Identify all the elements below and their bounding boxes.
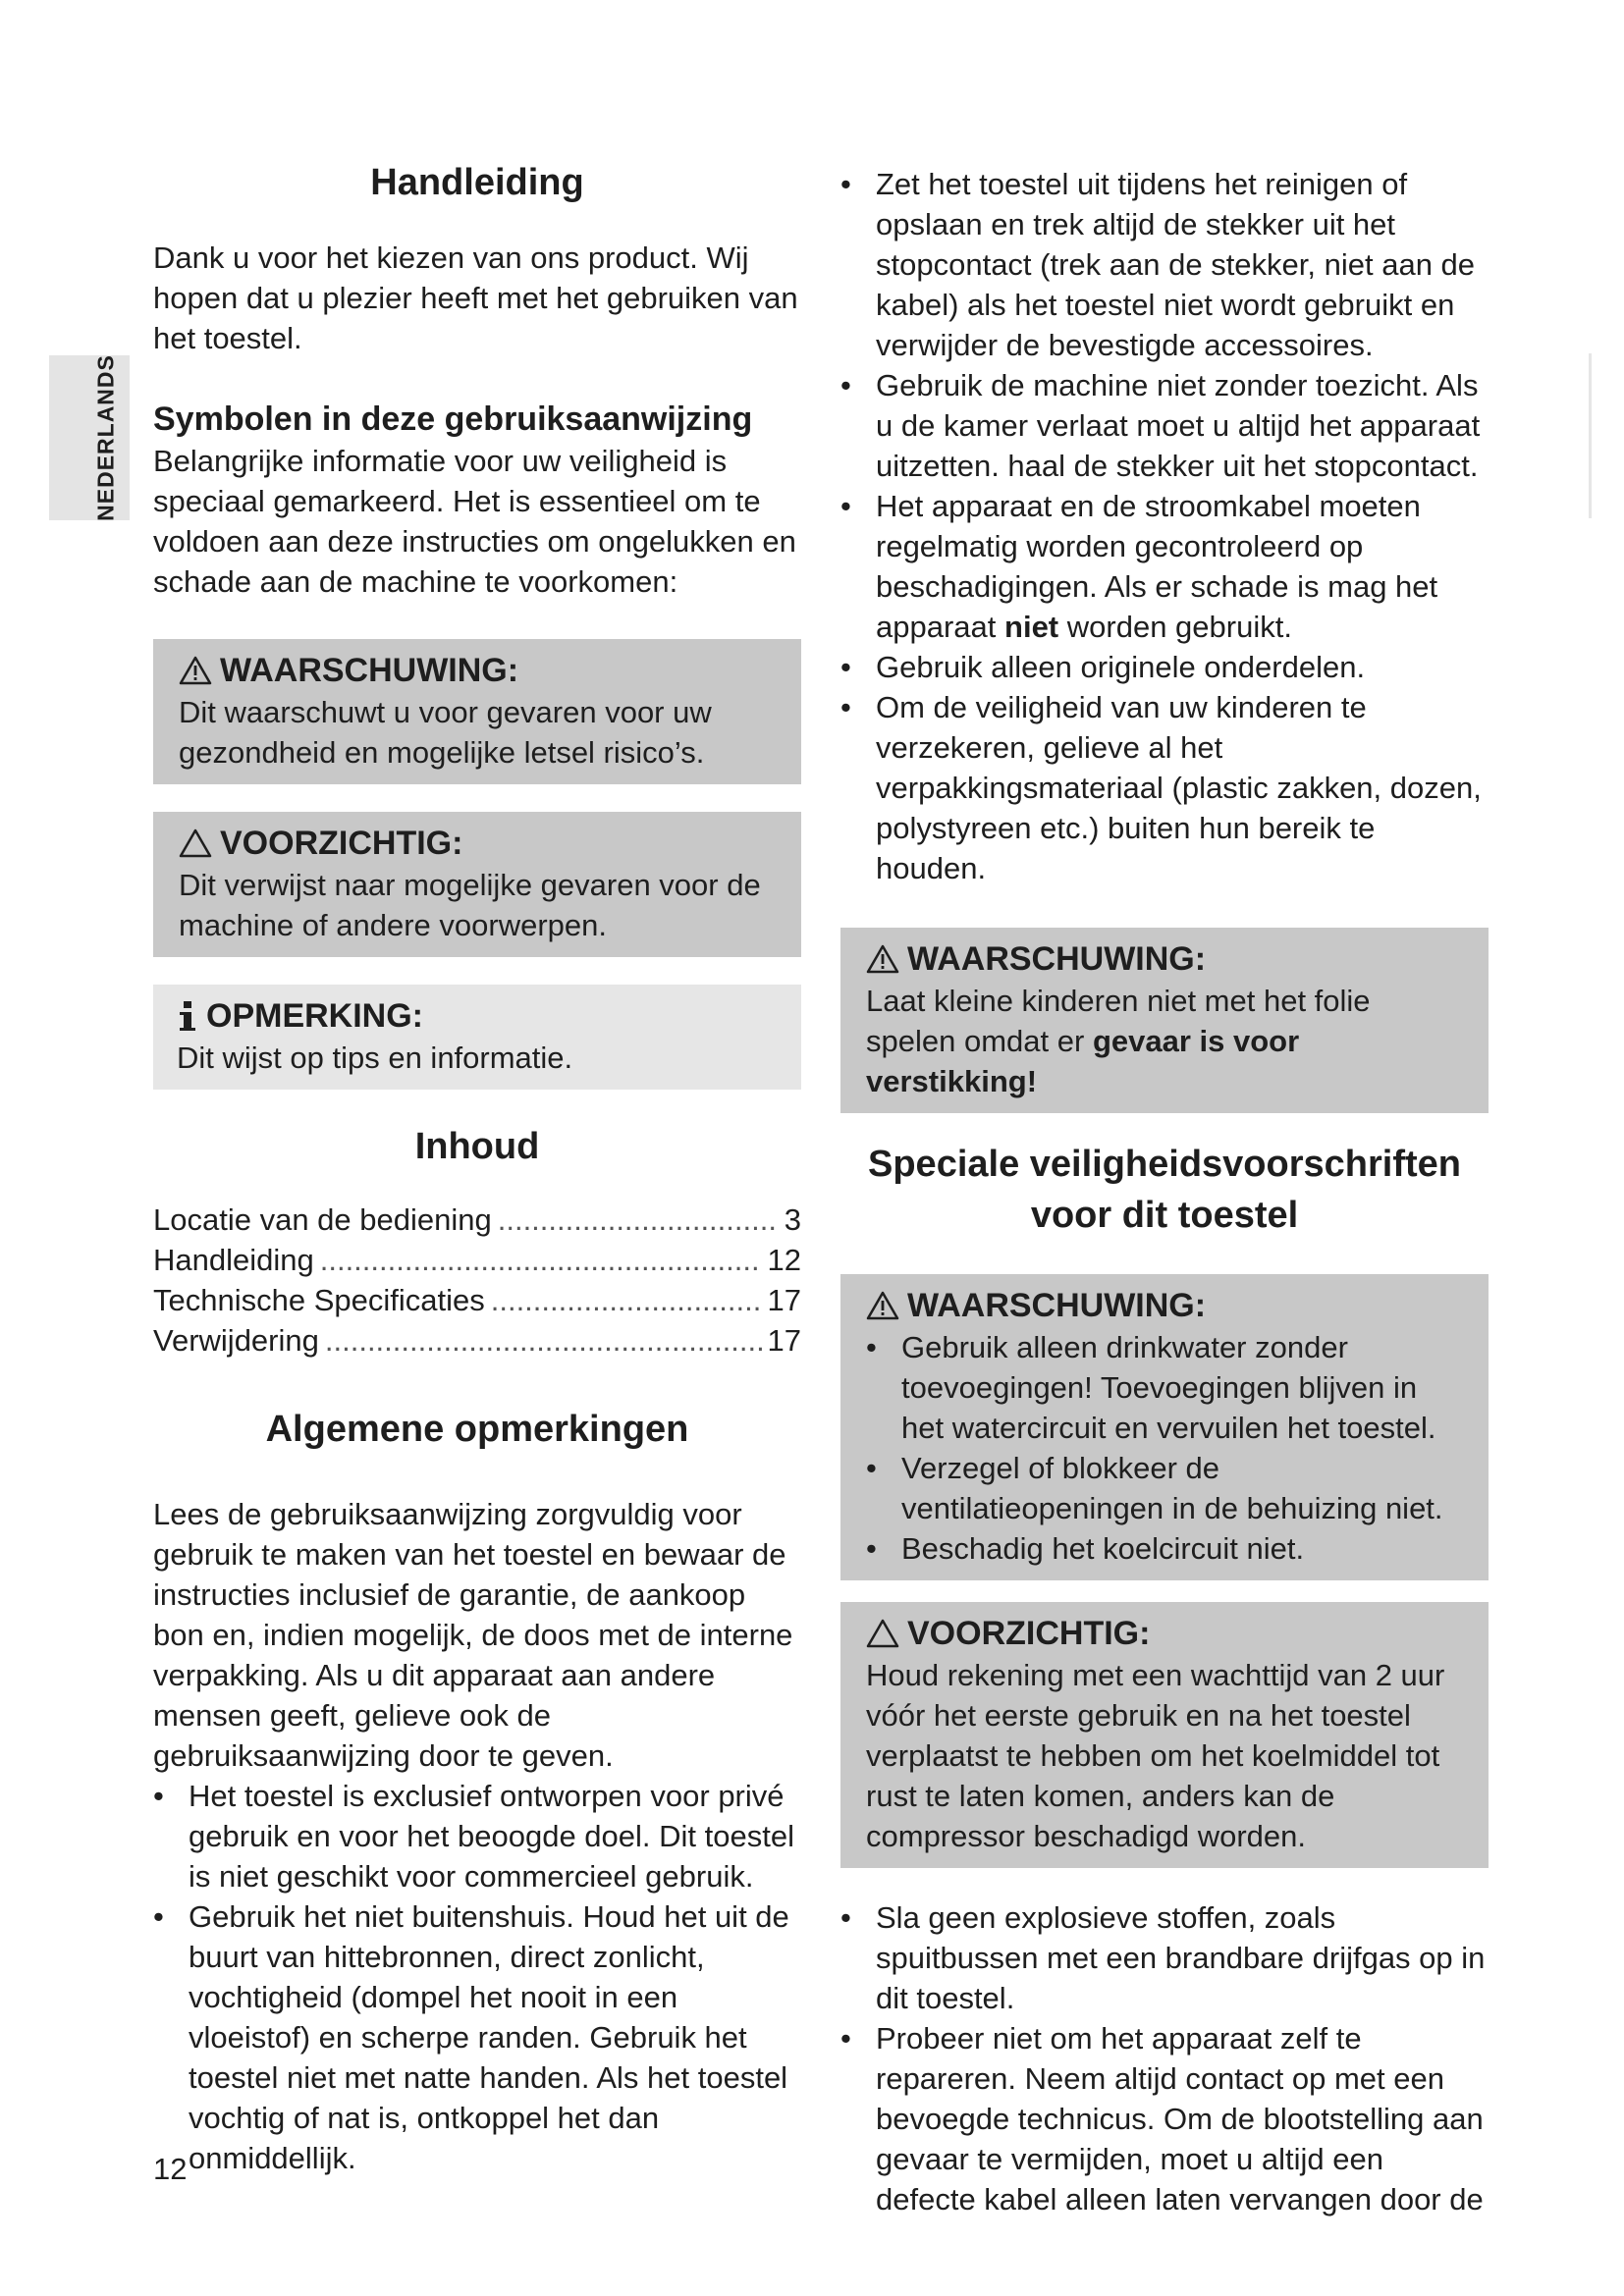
bullet-text: Het apparaat en de stroomkabel moeten regelmatig worden gecontroleerd op beschadigingen. Als er schade is mag het apparaat: [876, 489, 1438, 644]
warning-water-title: WAARSCHUWING:: [907, 1287, 1207, 1324]
caution-wait-heading: [866, 1612, 1465, 1655]
warning-icon: [866, 1291, 899, 1320]
list-item: [840, 486, 1489, 647]
page-number: 12: [153, 2152, 188, 2186]
inhoud-title: Inhoud: [414, 1126, 540, 1167]
symbolen-text: Belangrijke informatie voor uw veiligheid is speciaal gemarkeerd. Het is essentieel om te voldoen aan deze instructies om ongelukken en schade aan de machine te voorkomen:: [153, 444, 796, 599]
bullet-bold-text: niet: [1004, 610, 1059, 644]
right-edge-rule: [1589, 353, 1592, 518]
safety-bullet-list: [840, 164, 1489, 888]
list-item: • Gebruik de machine niet zonder toezicht. Als u de kamer verlaat moet u altijd het apparaat uitzetten. haal de stekker uit het stopcontact.: [840, 365, 1489, 486]
legend-caution-text: Dit verwijst naar mogelijke gevaren voor de machine of andere voorwerpen.: [179, 868, 761, 942]
list-item: • Sla geen explosieve stoffen, zoals spuitbussen met een brandbare drijfgas op in dit toestel.: [840, 1897, 1489, 2018]
toc-label: Handleiding: [153, 1243, 314, 1277]
legend-caution-title: VOORZICHTIG:: [220, 825, 463, 862]
info-icon: [177, 1000, 198, 1032]
warning-water-heading: [866, 1284, 1465, 1327]
list-item: • Om de veiligheid van uw kinderen te verzekeren, gelieve al het verpakkingsmateriaal (plastic zakken, dozen, polystyreen etc.) buiten hun bereik te houden.: [840, 687, 1489, 888]
left-column: [153, 157, 801, 2178]
warning-children-text-part: Laat kleine kinderen niet met het folie spelen omdat er: [866, 984, 1371, 1058]
toc-page: 12: [767, 1243, 801, 1277]
caution-wait-text: Houd rekening met een wachttijd van 2 uur vóór het eerste gebruik en na het toestel verplaatst te hebben om het koelmiddel tot rust te laten komen, anders kan de compressor beschadigd worden.: [866, 1658, 1445, 1853]
legend-warning-heading: [179, 649, 778, 692]
language-side-tab: [49, 355, 130, 520]
toc-page: 17: [767, 1283, 801, 1317]
caution-icon: [179, 828, 212, 858]
algemene-bullet-list: [153, 1776, 801, 2178]
list-item: • Verzegel of blokkeer de ventilatieopeningen in de behuizing niet.: [866, 1448, 1465, 1528]
warning-children-bold: gevaar is voor verstikking!: [866, 1024, 1300, 1098]
toc-label: Verwijdering: [153, 1323, 319, 1358]
warning-water-list: [866, 1327, 1465, 1569]
symbolen-title: Symbolen in deze gebruiksaanwijzing: [153, 400, 753, 438]
warning-children-title: WAARSCHUWING:: [907, 940, 1207, 978]
toc-label: Technische Specificaties: [153, 1283, 485, 1317]
list-item: • Het toestel is exclusief ontworpen voor privé gebruik en voor het beoogde doel. Dit toestel is niet geschikt voor commercieel gebruik.: [153, 1776, 801, 1896]
toc-row: [153, 1280, 801, 1320]
list-item: • Gebruik het niet buitenshuis. Houd het uit de buurt van hittebronnen, direct zonlicht, vochtigheid (dompel het nooit in een vloeistof) en scherpe randen. Gebruik het toestel niet met natte handen. Als het toestel vochtig of nat is, ontkoppel het dan onmiddellijk.: [153, 1896, 801, 2178]
legend-warning-text: Dit waarschuwt u voor gevaren voor uw gezondheid en mogelijke letsel risico’s.: [179, 695, 712, 770]
toc-row: [153, 1200, 801, 1240]
warning-children-text: [866, 981, 1465, 1101]
list-item: • Probeer niet om het apparaat zelf te repareren. Neem altijd contact op met een bevoegde technicus. Om de blootstelling aan gevaar te vermijden, moet u altijd een defecte kabel alleen laten vervangen door de: [840, 2018, 1489, 2219]
speciale-title-line2: voor dit toestel: [1030, 1195, 1299, 1236]
bullet-text: worden gebruikt.: [1066, 610, 1292, 644]
algemene-title: Algemene opmerkingen: [265, 1409, 689, 1450]
speciale-title: [840, 1139, 1489, 1241]
legend-note-box: [153, 985, 801, 1090]
legend-note-title: OPMERKING:: [206, 997, 423, 1035]
language-label: NEDERLANDS: [92, 354, 119, 521]
caution-wait-box: [840, 1602, 1489, 1868]
warning-water-box: [840, 1274, 1489, 1580]
handleiding-title: Handleiding: [370, 162, 584, 203]
legend-warning-title: WAARSCHUWING:: [220, 652, 519, 689]
legend-warning-box: [153, 639, 801, 784]
legend-caution-box: [153, 812, 801, 957]
toc-label: Locatie van de bediening: [153, 1202, 492, 1237]
caution-wait-title: VOORZICHTIG:: [907, 1615, 1151, 1652]
toc-page: 17: [767, 1323, 801, 1358]
warning-icon: [866, 944, 899, 974]
toc-page: 3: [784, 1202, 801, 1237]
handleiding-intro: Dank u voor het kiezen van ons product. Wij hopen dat u plezier heeft met het gebruiken van het toestel.: [153, 240, 798, 355]
list-item: • Zet het toestel uit tijdens het reinigen of opslaan en trek altijd de stekker uit het stopcontact (trek aan de stekker, niet aan de kabel) als het toestel niet wordt gebruikt en verwijder de bevestigde accessoires.: [840, 164, 1489, 365]
algemene-intro: Lees de gebruiksaanwijzing zorgvuldig voor gebruik te maken van het toestel en bewaar de instructies inclusief de garantie, de aankoop bon en, indien mogelijk, de doos met de interne verpakking. Als u dit apparaat aan andere mensen geeft, gelieve ook de gebruiksaanwijzing door te geven.: [153, 1497, 793, 1773]
legend-note-heading: [177, 994, 778, 1038]
table-of-contents: [153, 1200, 801, 1361]
list-item: • Gebruik alleen drinkwater zonder toevoegingen! Toevoegingen blijven in het watercircuit en vervuilen het toestel.: [866, 1327, 1465, 1448]
list-item: • Beschadig het koelcircuit niet.: [866, 1528, 1465, 1569]
legend-note-text: Dit wijst op tips en informatie.: [177, 1041, 573, 1075]
toc-row: [153, 1320, 801, 1361]
warning-children-heading: [866, 937, 1465, 981]
speciale-title-line1: Speciale veiligheidsvoorschriften: [868, 1144, 1461, 1185]
toc-row: [153, 1240, 801, 1280]
final-bullet-list: [840, 1897, 1489, 2219]
warning-children-box: [840, 928, 1489, 1113]
list-item: • Gebruik alleen originele onderdelen.: [840, 647, 1489, 687]
caution-icon: [866, 1619, 899, 1648]
right-column: [840, 164, 1489, 2219]
warning-icon: [179, 656, 212, 685]
legend-caution-heading: [179, 822, 778, 865]
